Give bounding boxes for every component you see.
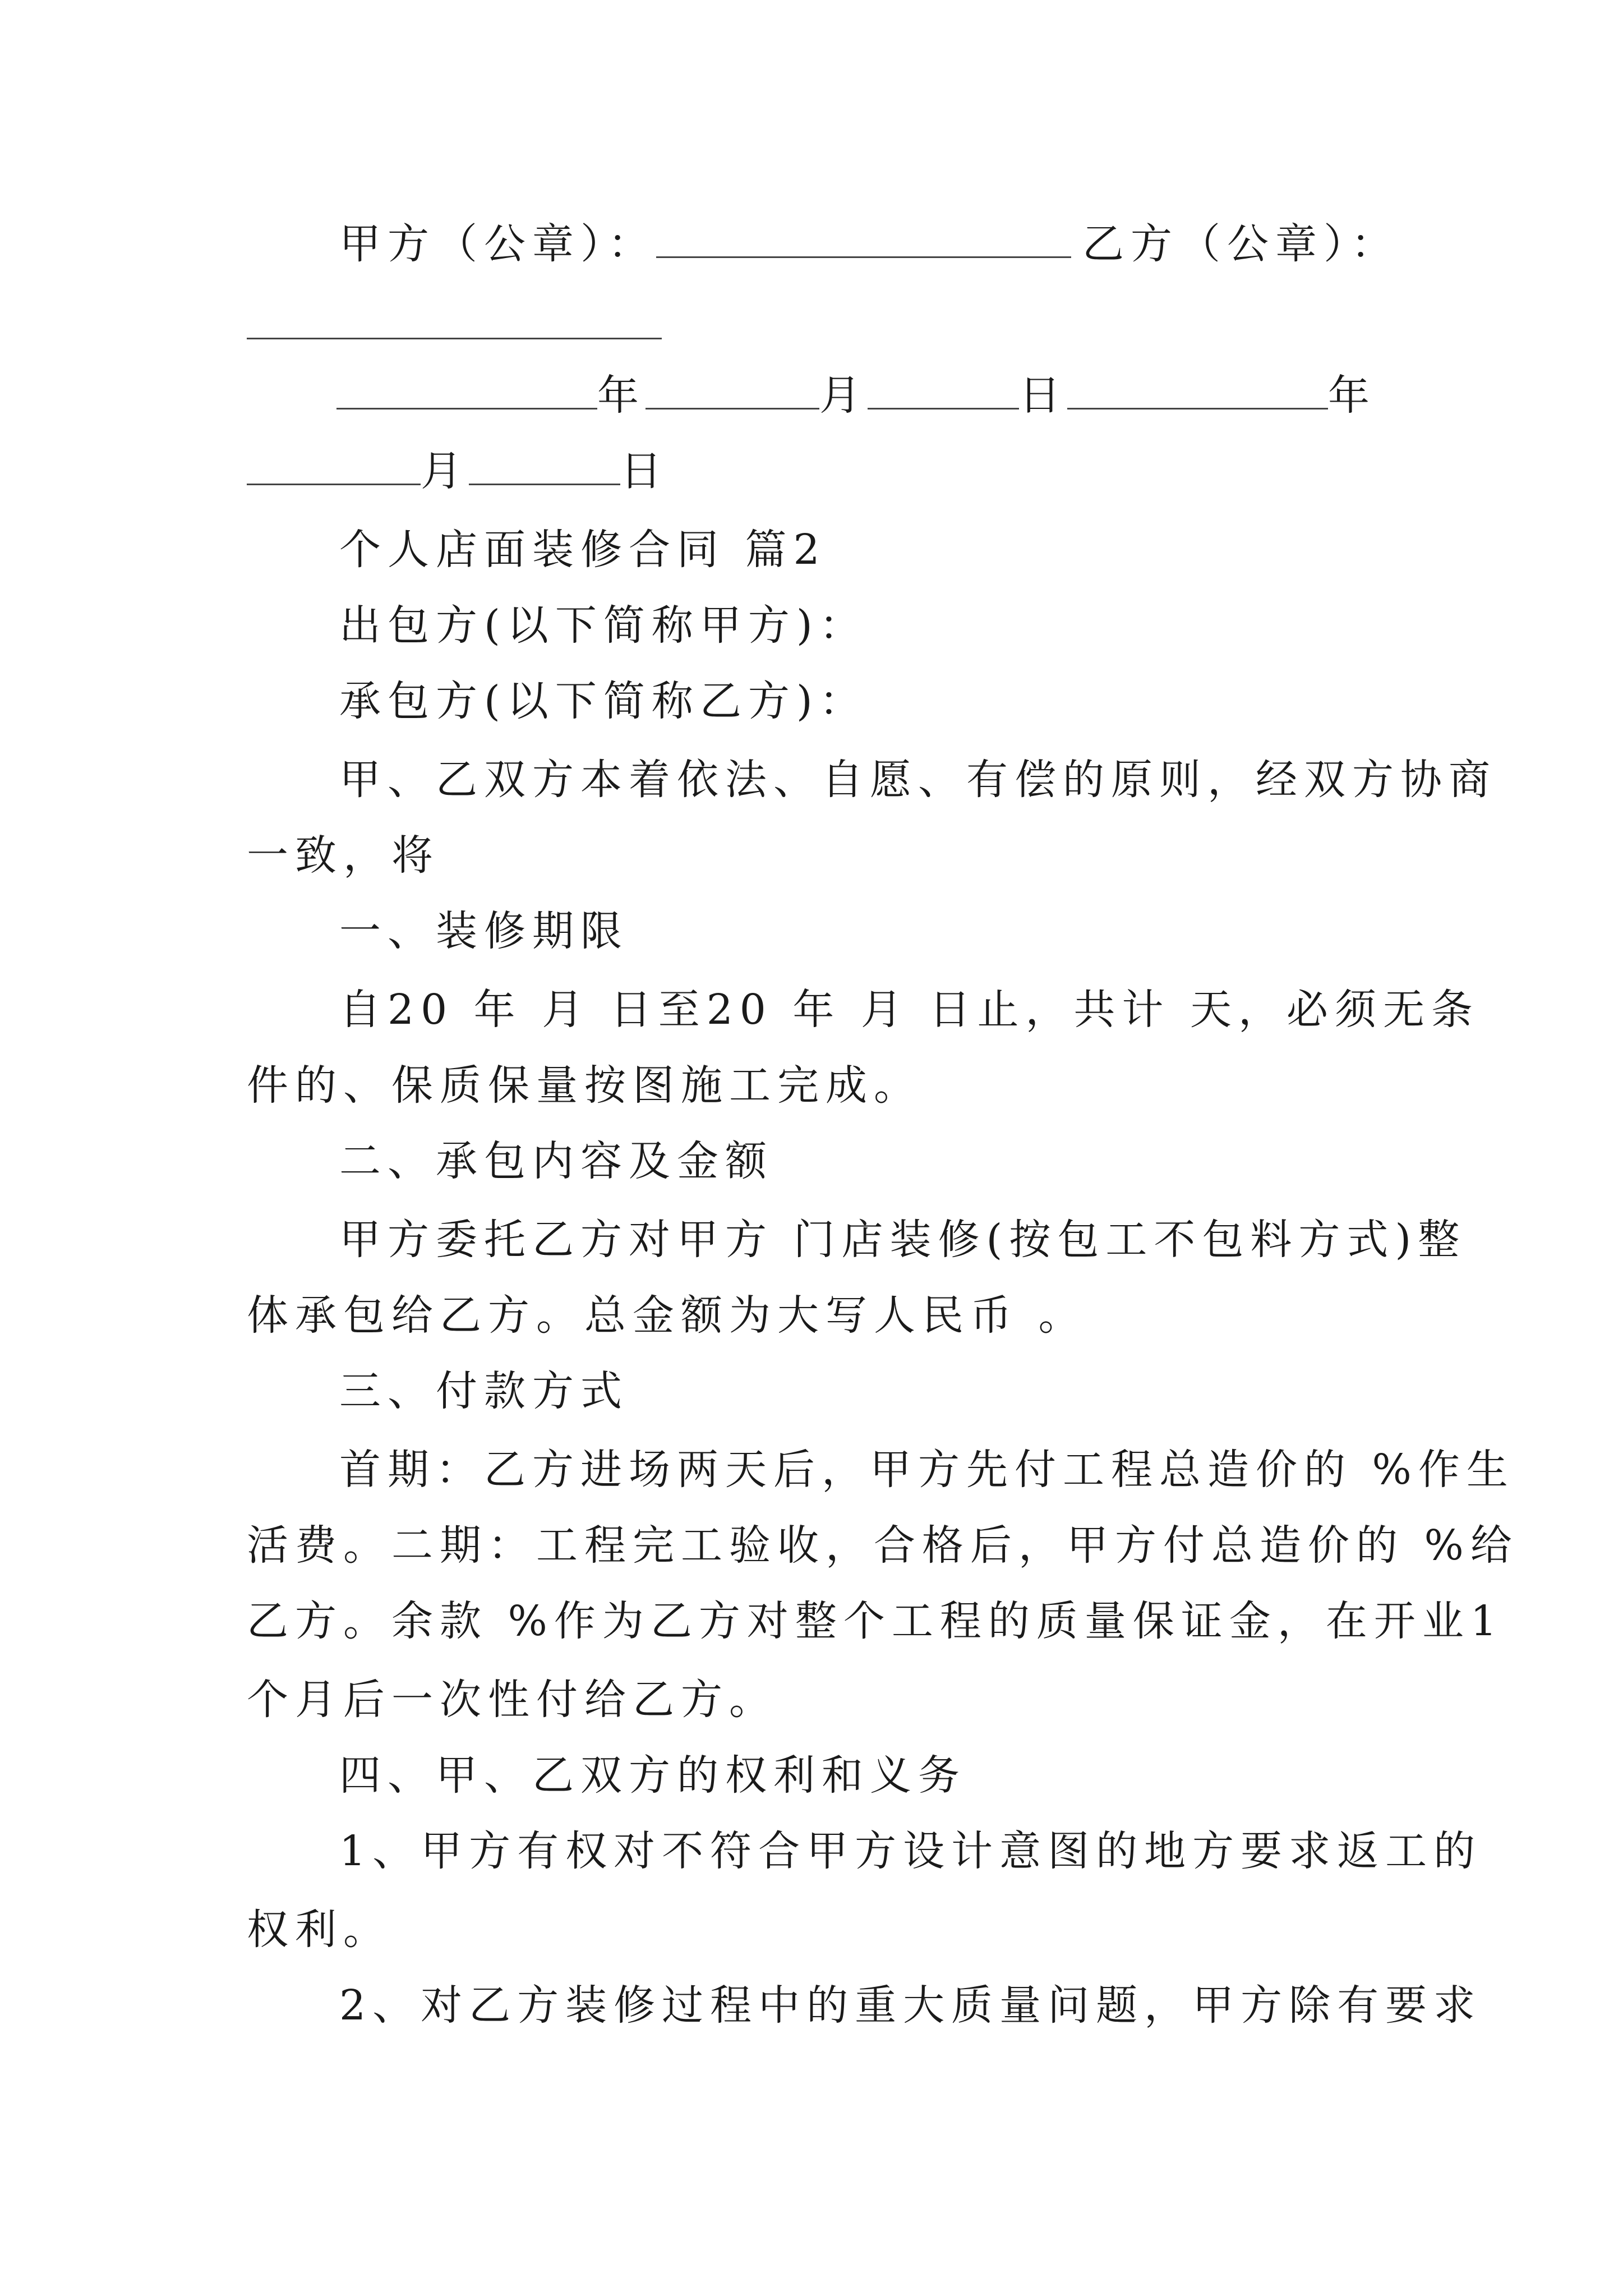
section-4-heading: 四、甲、乙双方的权利和义务: [339, 1751, 966, 1800]
date-b-month-label: 月: [421, 447, 469, 495]
section-3-line-3: 乙方。余款 %作为乙方对整个工程的质量保证金，在开业1: [247, 1597, 1504, 1645]
date-a-day-label: 日: [1019, 371, 1067, 420]
section-4-item-2-line-1: 2、对乙方装修过程中的重大质量问题，甲方除有要求: [339, 1981, 1482, 2030]
section-1-line-1: 自20 年 月 日至20 年 月 日止，共计 天，必须无条: [339, 986, 1479, 1034]
date-b-year-blank: [1067, 376, 1328, 409]
section-2-heading: 二、承包内容及金额: [339, 1137, 773, 1185]
contractor-b-line: 承包方(以下简称乙方)：: [339, 677, 868, 725]
section-2-line-2: 体承包给乙方。总金额为大写人民币 。: [247, 1291, 1087, 1340]
date-a-day-blank: [868, 376, 1019, 409]
date-a-year-blank: [336, 376, 597, 409]
section-1-heading: 一、装修期限: [339, 907, 629, 955]
date-b-day-blank: [469, 452, 620, 485]
party-b-seal-label: 乙方（公章）：: [1082, 220, 1399, 268]
section-3-line-1: 首期：乙方进场两天后，甲方先付工程总造价的 %作生: [339, 1446, 1515, 1494]
date-b-year-label: 年: [1328, 371, 1376, 420]
date-b-month-blank: [247, 452, 421, 485]
signature-line-parties: [339, 216, 1483, 272]
section-1-line-2: 件的、保质保量按图施工完成。: [247, 1061, 922, 1110]
section-3-line-2: 活费。二期：工程完工验收，合格后，甲方付总造价的 %给: [247, 1521, 1519, 1570]
date-b-day-label: 日: [620, 447, 668, 495]
signature-date-line: [336, 367, 1481, 424]
section-3-heading: 三、付款方式: [339, 1367, 629, 1415]
party-b-seal-blank-line: [247, 297, 1391, 353]
party-b-seal-blank: [247, 306, 662, 339]
date-a-month-blank: [645, 376, 819, 409]
date-a-year-label: 年: [597, 371, 645, 420]
party-a-seal-label: 甲方（公章）：: [339, 220, 656, 268]
intro-line-1: 甲、乙双方本着依法、自愿、有偿的原则，经双方协商: [339, 756, 1497, 804]
section-2-line-1: 甲方委托乙方对甲方 门店装修(按包工不包料方式)整: [339, 1216, 1467, 1264]
date-a-month-label: 月: [819, 371, 868, 420]
contract-title: 个人店面装修合同 篇2: [339, 526, 827, 574]
section-4-item-1-line-1: 1、甲方有权对不符合甲方设计意图的地方要求返工的: [339, 1827, 1482, 1875]
contractor-a-line: 出包方(以下简称甲方)：: [339, 601, 868, 650]
signature-date-line-cont: [247, 443, 1391, 499]
section-3-line-4: 个月后一次性付给乙方。: [247, 1676, 777, 1724]
party-a-seal-blank: [656, 225, 1071, 258]
section-4-item-1-line-2: 权利。: [247, 1906, 391, 1954]
intro-line-2: 一致，将: [247, 831, 440, 880]
